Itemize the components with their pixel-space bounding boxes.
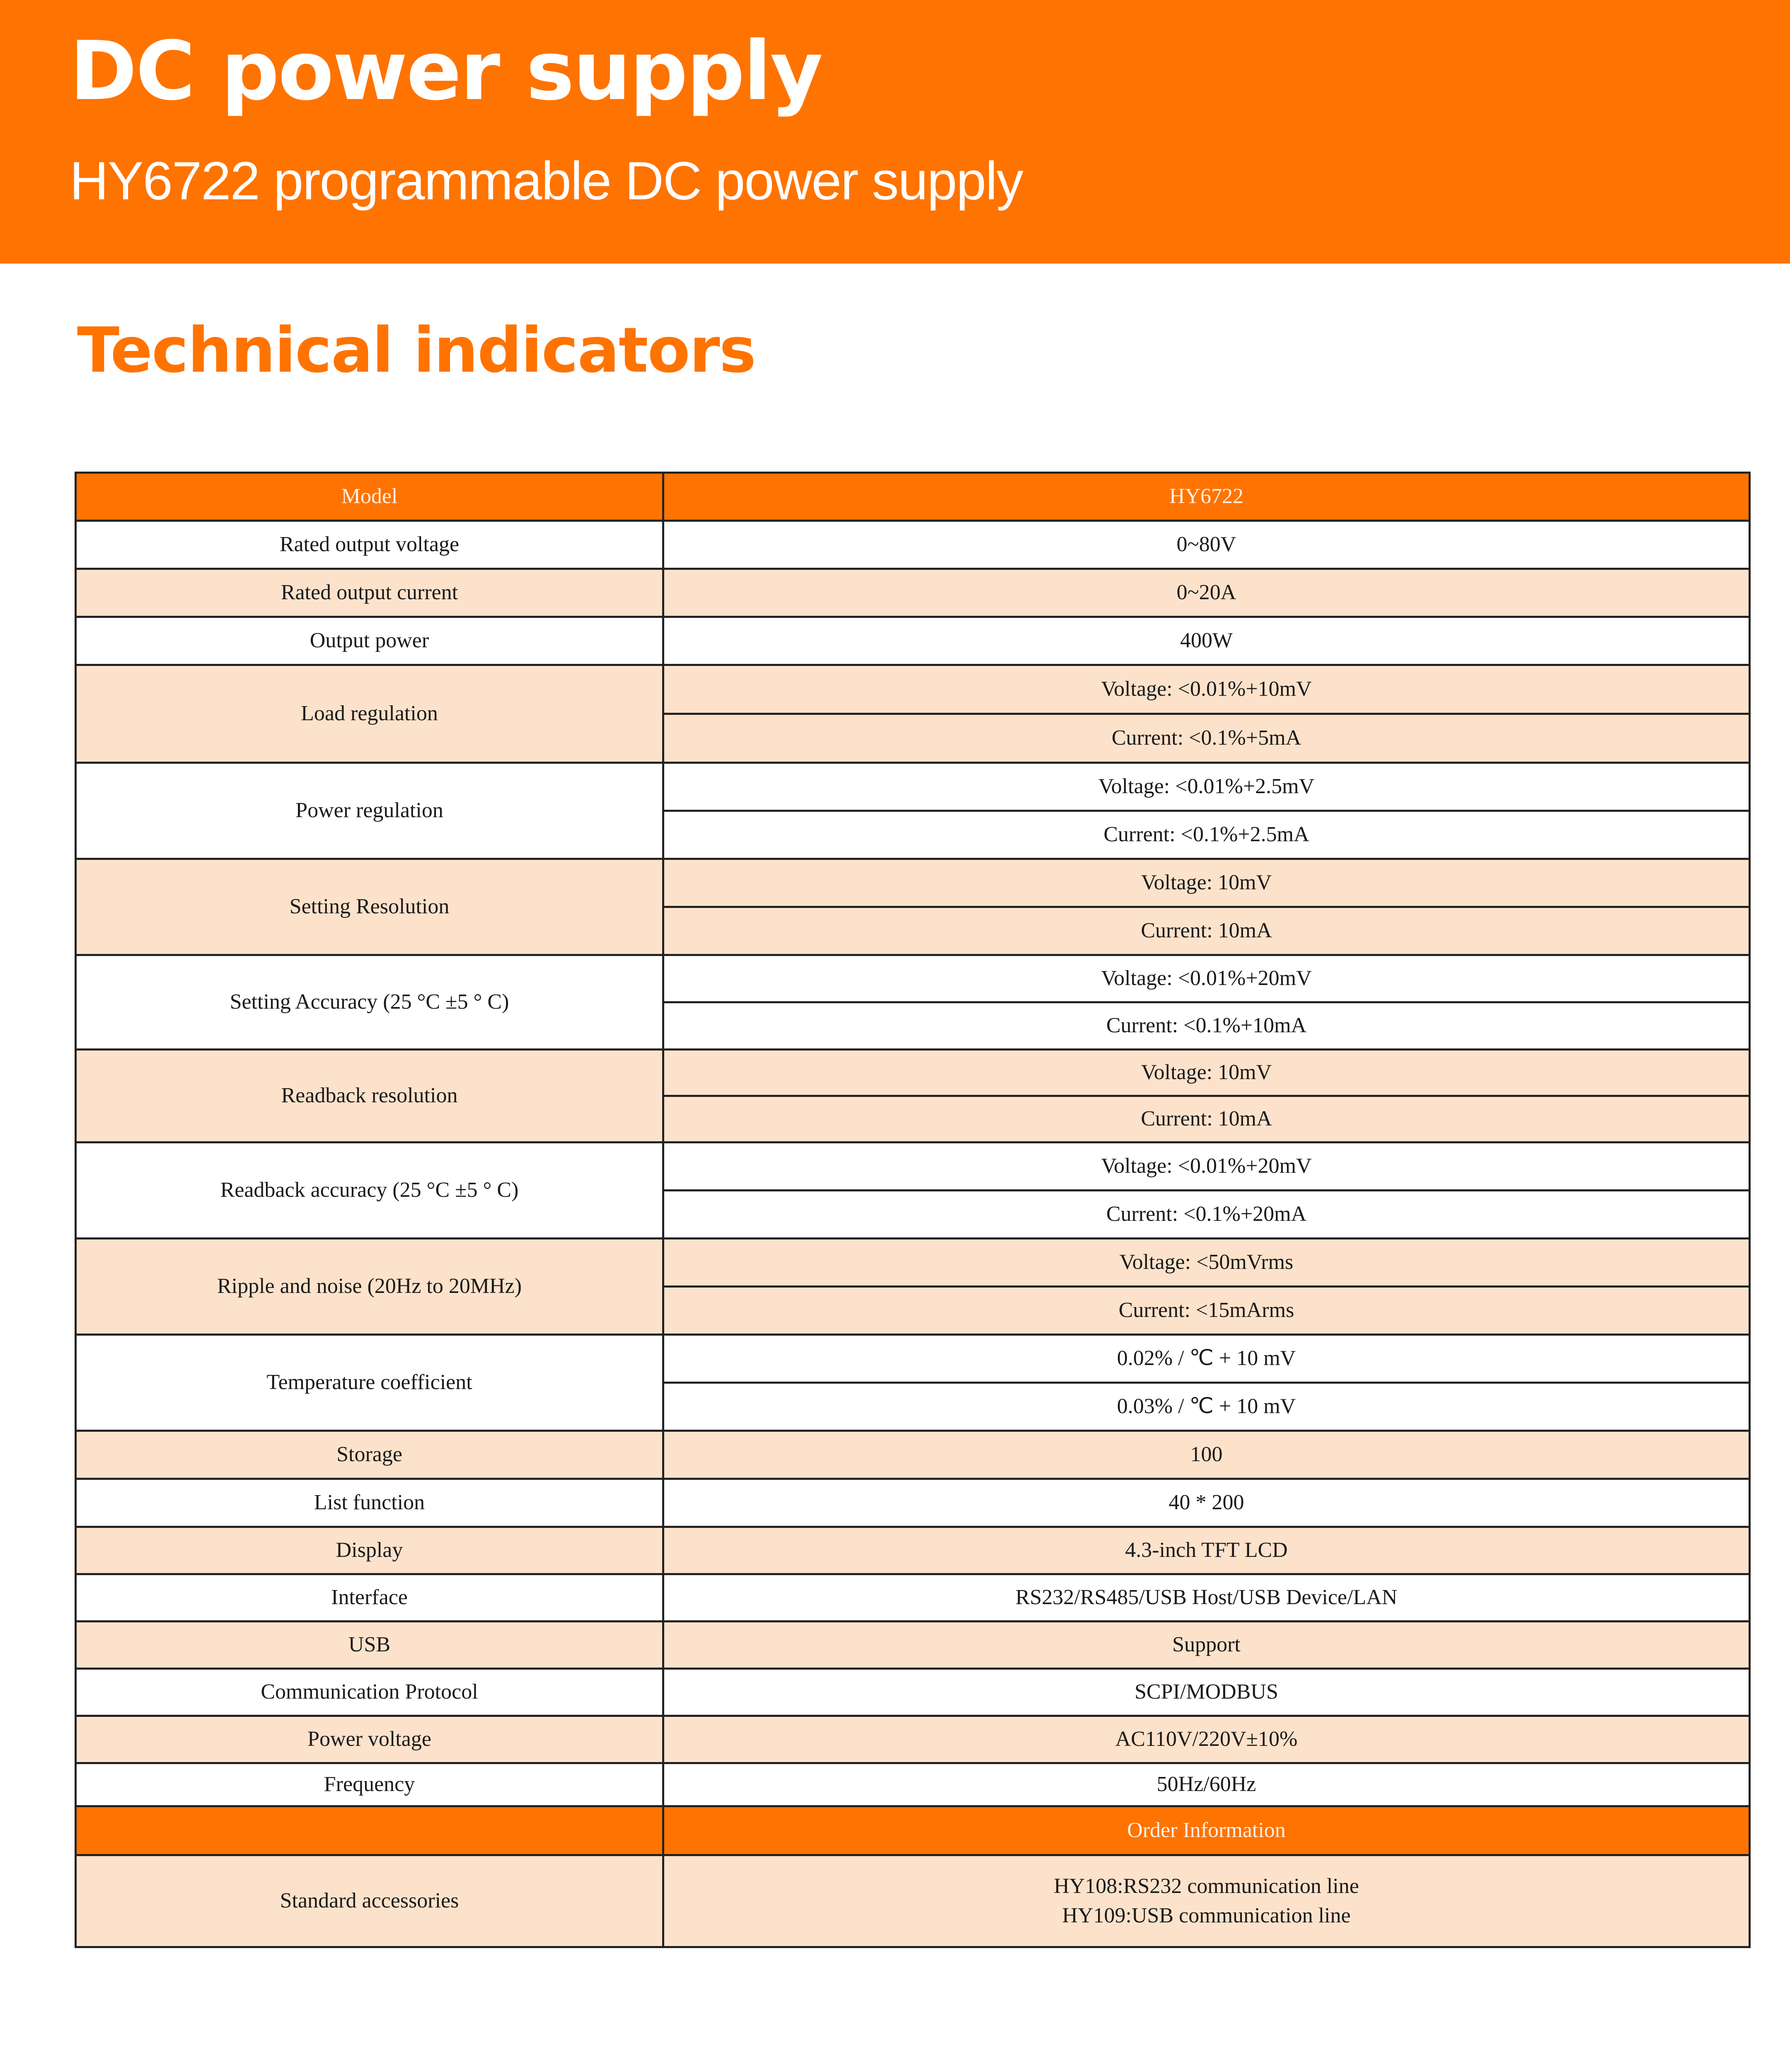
row-label: Readback resolution <box>76 1050 663 1143</box>
table-row <box>76 763 1750 811</box>
row-label: Rated output voltage <box>76 521 663 569</box>
row-label: Load regulation <box>76 665 663 763</box>
row-value-voltage: Voltage: 10mV <box>663 1050 1750 1096</box>
table-row <box>76 569 1750 617</box>
table-row <box>76 1143 1750 1191</box>
row-label: Standard accessories <box>76 1855 663 1947</box>
row-value: 100 <box>663 1431 1750 1479</box>
row-label: Setting Accuracy (25 °C ±5 ° C) <box>76 955 663 1050</box>
table-row <box>76 1855 1750 1947</box>
header-banner <box>0 0 1790 264</box>
row-label: Interface <box>76 1574 663 1622</box>
table-row <box>76 1050 1750 1096</box>
row-value: 0~80V <box>663 521 1750 569</box>
table-row <box>76 1479 1750 1527</box>
row-value-voltage: Voltage: <0.01%+20mV <box>663 1143 1750 1191</box>
table-row <box>76 1669 1750 1716</box>
accessories-list <box>663 1855 1750 1947</box>
row-value: Support <box>663 1622 1750 1669</box>
row-value: AC110V/220V±10% <box>663 1716 1750 1763</box>
row-value-voltage: Voltage: <50mVrms <box>663 1239 1750 1287</box>
row-value-current: Current: <15mArms <box>663 1287 1750 1335</box>
row-label: Setting Resolution <box>76 859 663 955</box>
row-value-voltage: Voltage: <0.01%+20mV <box>663 955 1750 1002</box>
section-heading: Technical indicators <box>77 315 755 387</box>
table-row <box>76 521 1750 569</box>
table-header-label: Model <box>76 473 663 521</box>
table-header-value: HY6722 <box>663 473 1750 521</box>
row-value-current: Current: <0.1%+20mA <box>663 1191 1750 1239</box>
row-value: 4.3-inch TFT LCD <box>663 1527 1750 1574</box>
row-value-voltage: 0.02% / ℃ + 10 mV <box>663 1335 1750 1383</box>
row-label: Communication Protocol <box>76 1669 663 1716</box>
order-info-label <box>76 1806 663 1855</box>
spec-table <box>75 472 1751 1948</box>
table-header-row <box>76 473 1750 521</box>
row-label: Frequency <box>76 1763 663 1806</box>
row-label: Output power <box>76 617 663 665</box>
row-value-current: Current: 10mA <box>663 1096 1750 1143</box>
accessory-item: HY109:USB communication line <box>1062 1903 1351 1927</box>
table-row <box>76 1527 1750 1574</box>
row-value: 40 * 200 <box>663 1479 1750 1527</box>
row-value-voltage: Voltage: <0.01%+2.5mV <box>663 763 1750 811</box>
row-label: Display <box>76 1527 663 1574</box>
row-value-current: Current: <0.1%+5mA <box>663 714 1750 763</box>
row-value-current: Current: <0.1%+2.5mA <box>663 811 1750 859</box>
row-value: 50Hz/60Hz <box>663 1763 1750 1806</box>
accessory-item: HY108:RS232 communication line <box>1054 1874 1359 1898</box>
row-value-current: 0.03% / ℃ + 10 mV <box>663 1383 1750 1431</box>
row-value: SCPI/MODBUS <box>663 1669 1750 1716</box>
order-info-row <box>76 1806 1750 1855</box>
row-label: List function <box>76 1479 663 1527</box>
row-label: Rated output current <box>76 569 663 617</box>
table-row <box>76 1239 1750 1287</box>
row-value: 0~20A <box>663 569 1750 617</box>
table-row <box>76 1335 1750 1383</box>
row-label: Temperature coefficient <box>76 1335 663 1431</box>
table-row <box>76 1431 1750 1479</box>
page-subtitle: HY6722 programmable DC power supply <box>70 150 1023 211</box>
row-value: RS232/RS485/USB Host/USB Device/LAN <box>663 1574 1750 1622</box>
order-info-heading: Order Information <box>663 1806 1750 1855</box>
table-row <box>76 1763 1750 1806</box>
row-label: Storage <box>76 1431 663 1479</box>
table-row <box>76 1622 1750 1669</box>
table-row <box>76 1716 1750 1763</box>
page-title: DC power supply <box>70 24 822 119</box>
row-label: Power voltage <box>76 1716 663 1763</box>
row-label: USB <box>76 1622 663 1669</box>
row-label: Readback accuracy (25 °C ±5 ° C) <box>76 1143 663 1239</box>
row-value: 400W <box>663 617 1750 665</box>
table-row <box>76 1574 1750 1622</box>
table-row <box>76 955 1750 1002</box>
table-row <box>76 617 1750 665</box>
row-label: Power regulation <box>76 763 663 859</box>
row-value-voltage: Voltage: 10mV <box>663 859 1750 907</box>
row-label: Ripple and noise (20Hz to 20MHz) <box>76 1239 663 1335</box>
table-row <box>76 665 1750 714</box>
row-value-current: Current: 10mA <box>663 907 1750 955</box>
row-value-voltage: Voltage: <0.01%+10mV <box>663 665 1750 714</box>
row-value-current: Current: <0.1%+10mA <box>663 1002 1750 1050</box>
table-row <box>76 859 1750 907</box>
